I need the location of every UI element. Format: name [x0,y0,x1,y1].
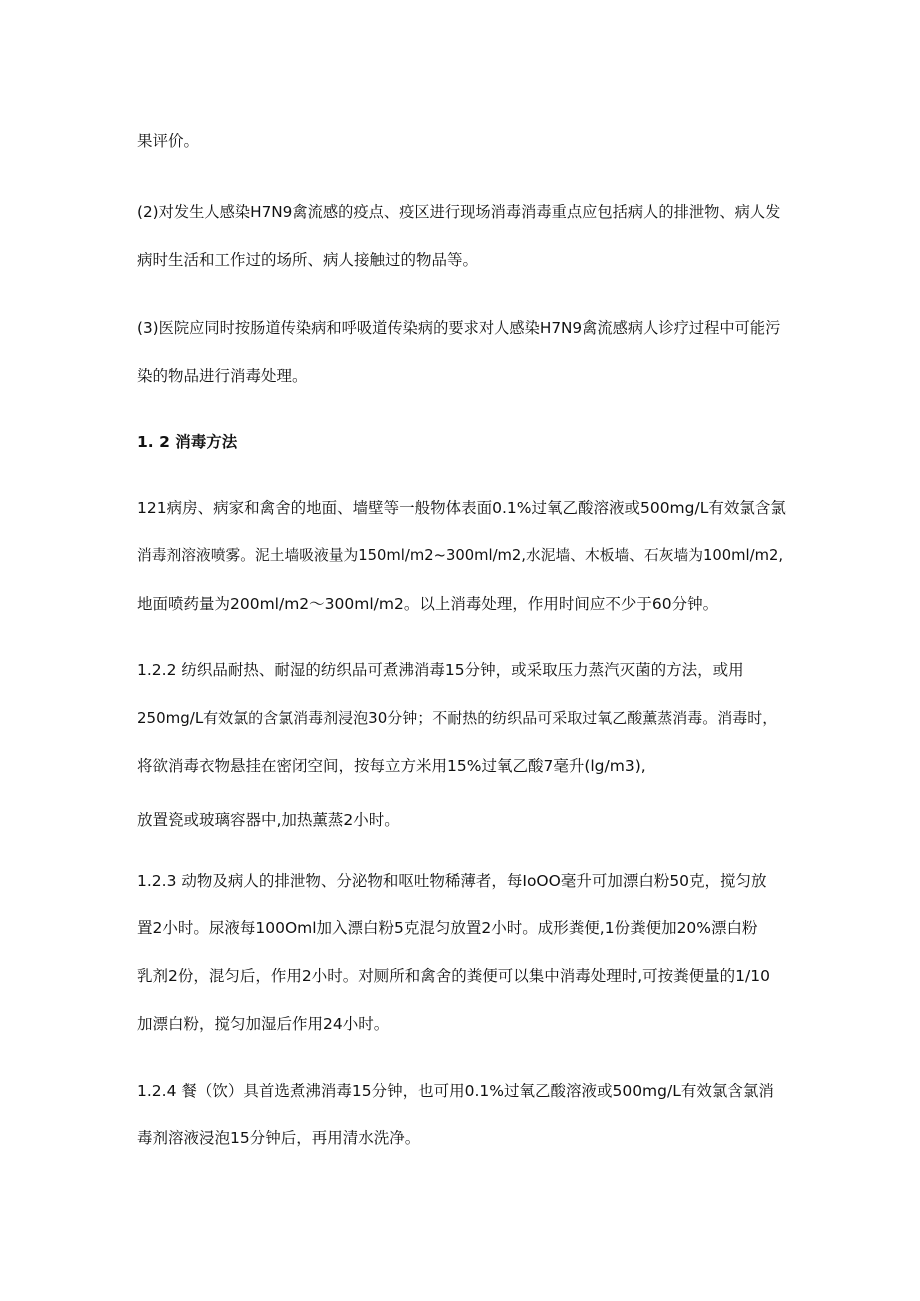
text-line: 1.2.2 纺织品耐热、耐湿的纺织品可煮沸消毒15分钟，或采取压力蒸汽灭菌的方法，或用 [137,661,744,679]
text-line: 1.2.4 餐（饮）具首选煮沸消毒15分钟，也可用0.1%过氧乙酸溶液或500mg/L有效氯含氯消 [137,1082,774,1100]
text-line: 250mg/L有效氯的含氯消毒剂浸泡30分钟；不耐热的纺织品可采取过氧乙酸薰蒸消毒。消毒时， [137,709,778,727]
text-line: 将欲消毒衣物悬挂在密闭空间，按每立方米用15%过氧乙酸7毫升(lg/m3), [137,757,646,775]
text-line: 果评价。 [137,132,200,150]
text-line: 病时生活和工作过的场所、病人接触过的物品等。 [137,251,479,269]
text-line: 放置瓷或玻璃容器中,加热薰蒸2小时。 [137,811,400,829]
text-line: 加漂白粉，搅匀加湿后作用24小时。 [137,1015,390,1033]
text-line: 染的物品进行消毒处理。 [137,367,308,385]
text-line: (3)医院应同时按肠道传染病和呼吸道传染病的要求对人感染H7N9禽流感病人诊疗过程中可能污 [137,319,781,337]
text-line: 121病房、病家和禽舍的地面、墙壁等一般物体表面0.1%过氧乙酸溶液或500mg/L有效氯含氯 [137,499,786,517]
text-line: 置2小时。尿液每100Oml加入漂白粉5克混匀放置2小时。成形粪便,1份粪便加20%漂白粉 [137,919,758,937]
text-line: (2)对发生人感染H7N9禽流感的疫点、疫区进行现场消毒消毒重点应包括病人的排泄物、病人发 [137,203,781,221]
text-line: 乳剂2份，混匀后，作用2小时。对厕所和禽舍的粪便可以集中消毒处理时,可按粪便量的1/10 [137,967,770,985]
section-heading: 1. 2 消毒方法 [137,433,238,451]
text-line: 1.2.3 动物及病人的排泄物、分泌物和呕吐物稀薄者，每IoOO毫升可加漂白粉50克，搅匀放 [137,872,767,890]
text-line: 毒剂溶液浸泡15分钟后，再用清水洗净。 [137,1129,421,1147]
text-line: 地面喷药量为200ml/m2～300ml/m2。以上消毒处理，作用时间应不少于60分钟。 [137,595,719,613]
text-line: 消毒剂溶液喷雾。泥土墙吸液量为150ml/m2~300ml/m2,水泥墙、木板墙、石灰墙为100ml/m2, [137,547,784,564]
